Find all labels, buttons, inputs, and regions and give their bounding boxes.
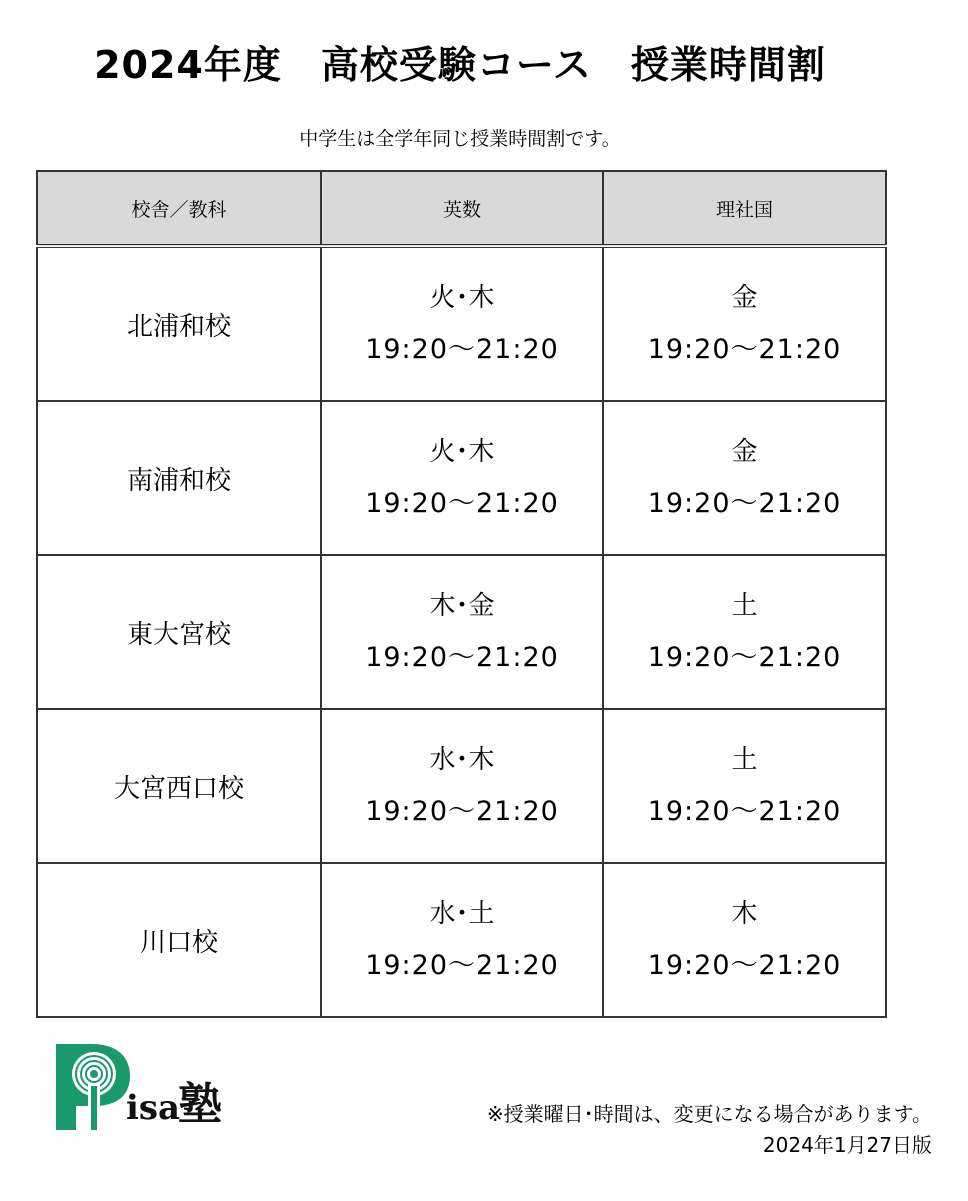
rishakoku-cell	[603, 555, 886, 709]
eisu-cell	[321, 863, 603, 1017]
header-english-math: 英数	[321, 171, 603, 246]
rishakoku-days: 金	[731, 283, 758, 313]
rishakoku-time: 19:20〜21:20	[647, 642, 842, 673]
school-name: 大宮西口校	[113, 773, 244, 804]
school-cell	[37, 246, 321, 401]
rishakoku-days: 土	[731, 745, 758, 775]
eisu-days: 火･木	[429, 437, 495, 467]
school-name: 北浦和校	[126, 311, 231, 342]
table-row	[37, 401, 886, 555]
footer-note: ※授業曜日･時間は、変更になる場合があります。	[486, 1102, 932, 1126]
eisu-time: 19:20〜21:20	[365, 334, 559, 365]
school-cell	[37, 863, 321, 1017]
rishakoku-days: 土	[731, 591, 758, 621]
eisu-cell	[321, 709, 603, 863]
eisu-days: 火･木	[429, 283, 495, 313]
rishakoku-cell	[603, 246, 886, 401]
eisu-cell	[321, 401, 603, 555]
school-name: 川口校	[139, 927, 218, 958]
page-title: 2024年度 高校受験コース 授業時間割	[94, 43, 826, 87]
eisu-time: 19:20〜21:20	[365, 642, 559, 673]
edition-date: 2024年1月27日版	[762, 1133, 932, 1157]
rishakoku-time: 19:20〜21:20	[647, 950, 842, 981]
table-row	[37, 709, 886, 863]
school-name: 東大宮校	[126, 619, 231, 650]
eisu-cell	[321, 555, 603, 709]
table-row	[37, 555, 886, 709]
eisu-time: 19:20〜21:20	[365, 488, 559, 519]
rishakoku-cell	[603, 709, 886, 863]
eisu-cell	[321, 246, 603, 401]
rishakoku-cell	[603, 863, 886, 1017]
school-cell	[37, 555, 321, 709]
eisu-days: 水･土	[429, 899, 495, 929]
header-science-social-japanese: 理社国	[603, 171, 886, 246]
rishakoku-days: 金	[731, 437, 758, 467]
school-cell	[37, 401, 321, 555]
eisu-time: 19:20〜21:20	[365, 796, 559, 827]
school-name: 南浦和校	[126, 465, 231, 496]
rishakoku-cell	[603, 401, 886, 555]
logo-juku-text: 塾	[178, 1079, 222, 1130]
table-row	[37, 863, 886, 1017]
page-subtitle: 中学生は全学年同じ授業時間割です。	[299, 128, 621, 150]
header-school-subject: 校舎／教科	[37, 171, 321, 246]
pisa-juku-logo	[54, 1040, 222, 1132]
rishakoku-time: 19:20〜21:20	[647, 334, 842, 365]
table-row	[37, 246, 886, 401]
eisu-days: 木･金	[429, 591, 495, 621]
school-cell	[37, 709, 321, 863]
eisu-days: 水･木	[429, 745, 495, 775]
rishakoku-time: 19:20〜21:20	[647, 488, 842, 519]
rishakoku-days: 木	[731, 899, 758, 929]
eisu-time: 19:20〜21:20	[365, 950, 559, 981]
logo-isa-text: isa	[126, 1088, 181, 1128]
rishakoku-time: 19:20〜21:20	[647, 796, 842, 827]
schedule-table	[36, 170, 887, 1018]
table-header-row	[37, 171, 886, 246]
